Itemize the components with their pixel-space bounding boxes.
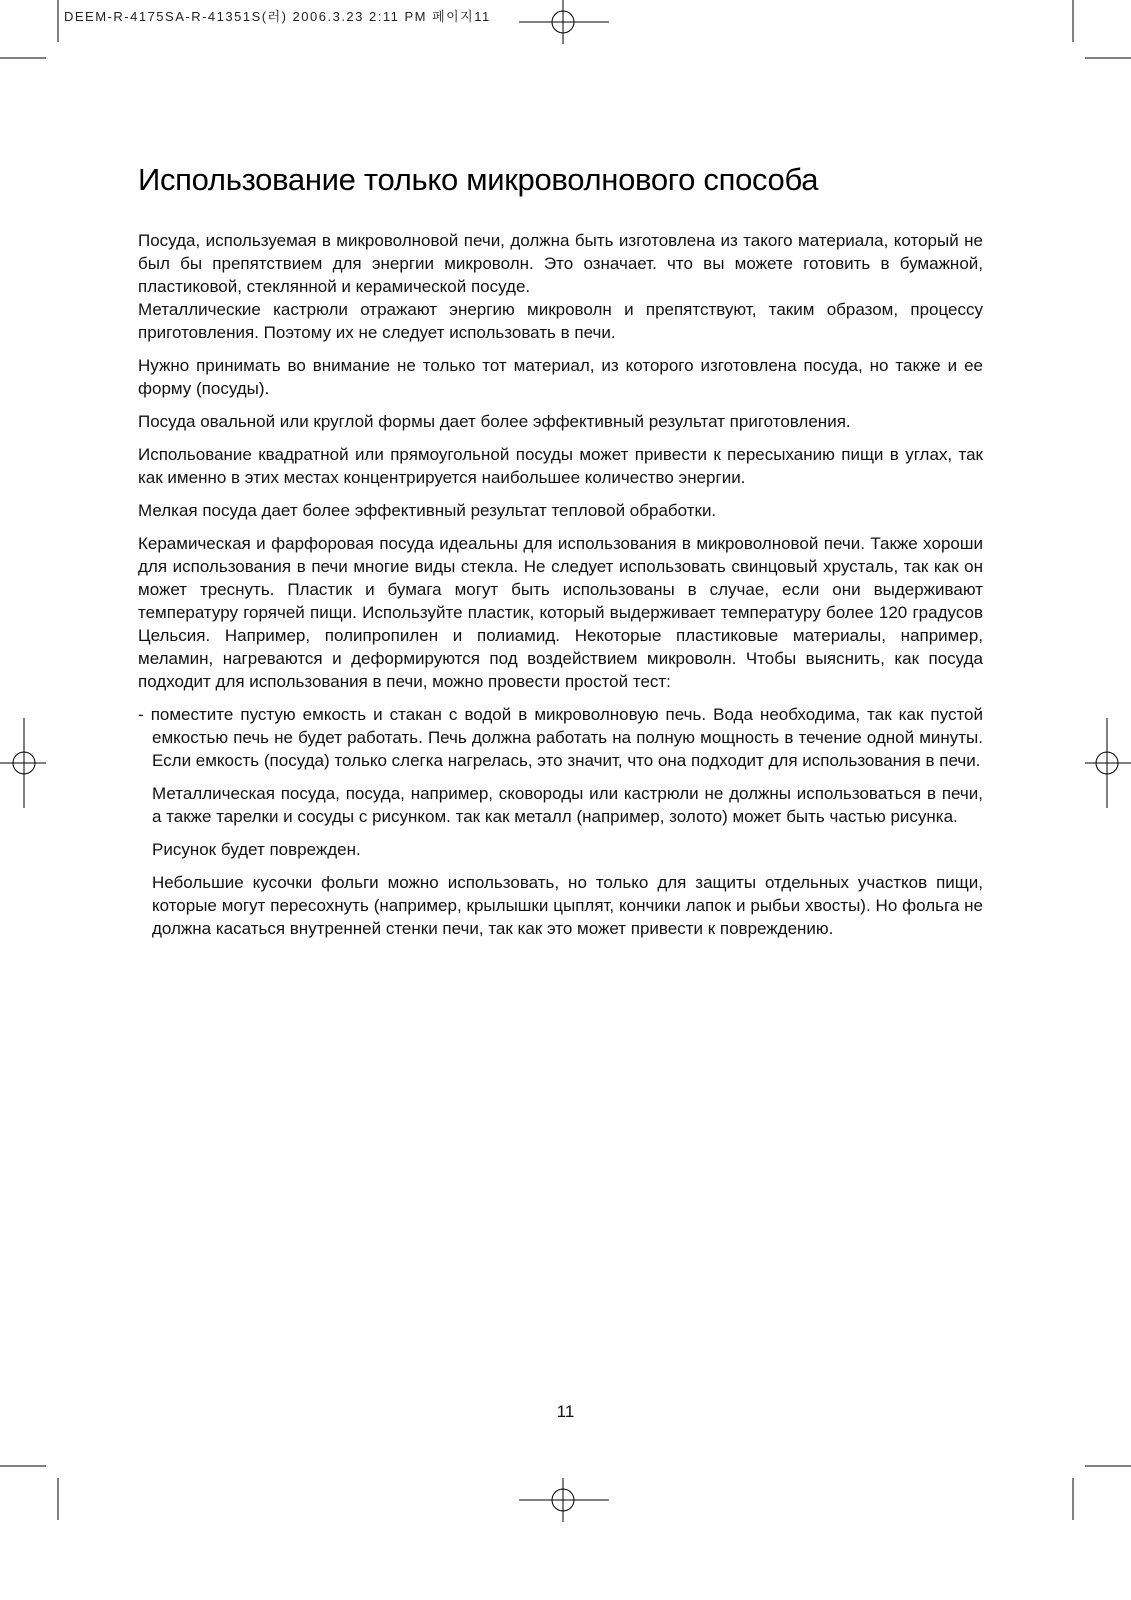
page-number: 11 [556,1402,575,1421]
paragraph: Металлические кастрюли отражают энергию микроволн и препятствуют, таким образом, процессу приготовления. Поэтому их не следует использовать в печи. [138,300,983,342]
body-text [138,229,983,950]
paragraph: Мелкая посуда дает более эффективный результат тепловой обработки. [138,501,717,520]
list-item: - поместите пустую емкость и стакан с водой в микроволновую печь. Вода необходима, так как пустой емкостью печь не будет работать. Печь должна работать на полную мощность в течение одной минуты. Если емкость (посуда) только слегка нагрелась, это значит, что она подходит для использования в печи. [138,705,983,770]
paragraph: Нужно принимать во внимание не только тот материал, из которого изготовлена посуда, но также и ее форму (посуды). [138,356,983,398]
indented-paragraph: Рисунок будет поврежден. [152,840,361,859]
paragraph: Испольование квадратной или прямоугольной посуды может привести к пересыханию пищи в углах, так как именно в этих местах концентрируется наибольшее количество энергии. [138,445,983,487]
paragraph: Посуда овальной или круглой формы дает более эффективный результат приготовления. [138,412,851,431]
paragraph: Керамическая и фарфоровая посуда идеальны для использования в микроволновой печи. Также хороши для использования в печи многие виды стекла. Не следует использовать свинцовый хрусталь, так как он может треснуть. Пластик и бумага могут быть использованы в случае, если они выдерживают температуру горячей пищи. Используйте пластик, который выдерживает температуру более 120 градусов Цельсия. Например, полипропилен и полиамид. Некоторые пластиковые материалы, например, меламин, нагреваются и деформируются под воздействием микроволн. Чтобы выяснить, как посуда подходит для использования в печи, можно провести простой тест: [138,534,983,691]
indented-paragraph: Металлическая посуда, посуда, например, сковороды или кастрюли не должны использоваться в печи, а также тарелки и сосуды с рисунком. так как металл (например, золото) может быть частью рисунка. [152,784,983,826]
print-slug: DEEM-R-4175SA-R-41351S(러) 2006.3.23 2:11 PM 페이지11 [64,9,491,24]
page-title: Использование только микроволнового способа [138,162,819,197]
paragraph: Посуда, используемая в микроволновой печи, должна быть изготовлена из такого материала, который не был бы препятствием для энергии микроволн. Это означает. что вы можете готовить в бумажной, пластиковой, стеклянной и керамической посуде. [138,231,983,296]
indented-paragraph: Небольшие кусочки фольги можно использовать, но только для защиты отдельных участков пищи, которые могут пересохнуть (например, крылышки цыплят, кончики лапок и рыбьи хвосты). Но фольга не должна касаться внутренней стенки печи, так как это может привести к повреждению. [152,873,983,938]
